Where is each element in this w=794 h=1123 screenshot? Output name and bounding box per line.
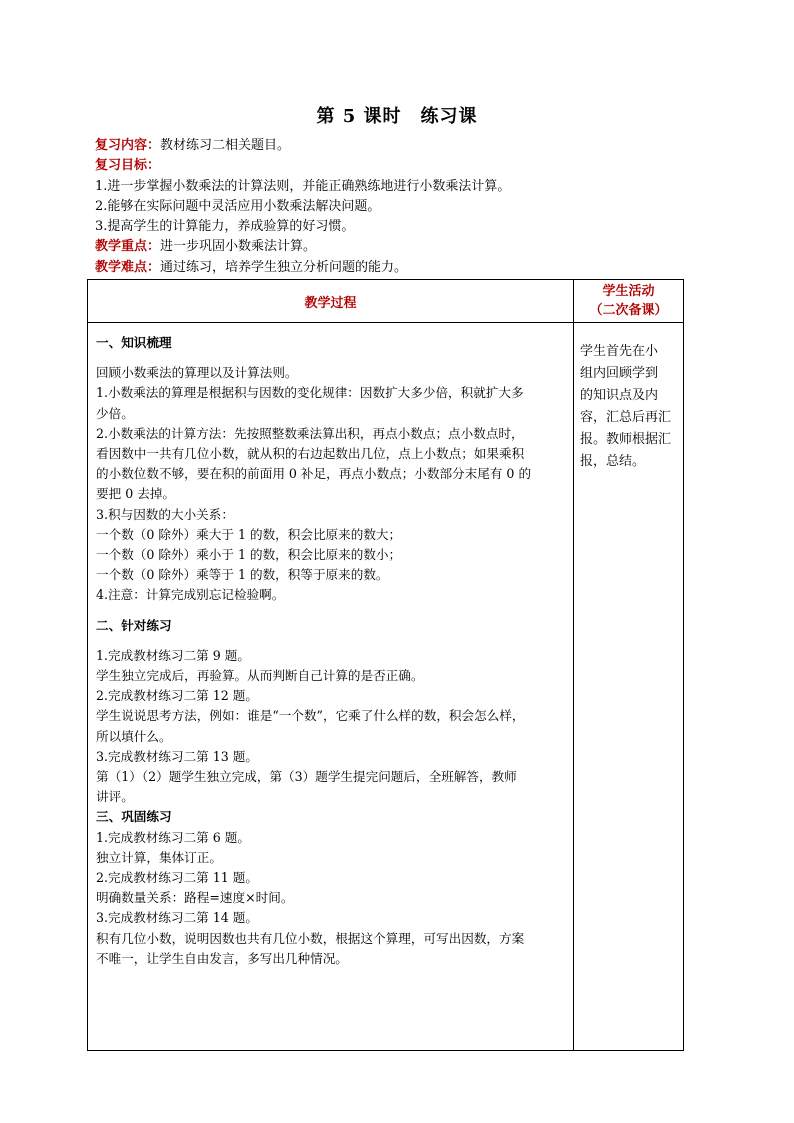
activity-line: 组内回顾学到: [580, 366, 659, 381]
activity-line: 报。教师根据汇: [580, 432, 672, 447]
difficulty-row: [95, 258, 695, 278]
review-content-text: 教材练习二相关题目。: [160, 138, 291, 153]
header-student-activity-line1: 学生活动: [602, 284, 655, 299]
section1-line: 一个数（0 除外）乘小于 1 的数，积会比原来的数小；: [96, 547, 402, 563]
key-point-text: 进一步巩固小数乘法计算。: [160, 239, 317, 255]
header-teaching-process: [88, 280, 574, 323]
section2-line: 1.完成教材练习二第 9 题。: [96, 647, 250, 663]
key-point-label: 教学重点：: [95, 239, 161, 255]
section1-line: 一个数（0 除外）乘大于 1 的数，积会比原来的数大；: [96, 526, 402, 542]
section1-line: 4.注意：计算完成别忘记检验啊。: [96, 587, 285, 603]
activity-line: 的知识点及内: [580, 388, 659, 403]
review-content-row: [95, 136, 695, 156]
section1-line: 的小数位数不够，要在积的前面用 0 补足，再点小数点；小数部分末尾有 0 的: [96, 466, 532, 482]
key-point-row: [95, 237, 695, 257]
header-student-activity-line2: （二次备课）: [589, 303, 668, 318]
header-student-activity: [574, 280, 684, 323]
activity-line: 报，总结。: [580, 454, 646, 469]
section3-line: 1.完成教材练习二第 6 题。: [96, 829, 250, 845]
section2-line: 讲评。: [96, 789, 134, 805]
table-body-row: [88, 323, 684, 1051]
lesson-meta: [95, 136, 695, 278]
page-title: 第 5 课时 练习课: [316, 106, 478, 127]
header-teaching-process-label: 教学过程: [304, 295, 357, 311]
section1-line: 1.小数乘法的算理是根据积与因数的变化规律：因数扩大多少倍，积就扩大多: [96, 385, 524, 401]
review-goals-label: 复习目标：: [95, 158, 161, 174]
section2-line: 第（1）（2）题学生独立完成，第（3）题学生提完问题后，全班解答，教师: [96, 769, 517, 785]
teaching-process-content: [88, 323, 574, 1051]
student-activity-content: [574, 323, 684, 1051]
goal-item-3: 3.提高学生的计算能力，养成验算的好习惯。: [95, 219, 355, 235]
section2-line: 3.完成教材练习二第 13 题。: [96, 748, 258, 764]
section1-line: 少倍。: [96, 405, 134, 421]
section1-line: 看因数中一共有几位小数，就从积的右边起数出几位，点上小数点；如果乘积: [96, 446, 525, 462]
section3-line: 3.完成教材练习二第 14 题。: [96, 910, 258, 926]
goal-item-1: 1.进一步掌握小数乘法的计算法则，并能正确熟练地进行小数乘法计算。: [95, 178, 511, 194]
section3-line: 积有几位小数，说明因数也共有几位小数，根据这个算理，可写出因数，方案: [96, 930, 525, 946]
section2-line: 2.完成教材练习二第 12 题。: [96, 688, 258, 704]
section2-line: 学生独立完成后，再验算。从而判断自己计算的是否正确。: [96, 668, 424, 684]
section-heading-targeted-practice: 二、针对练习: [96, 617, 172, 633]
section1-line: 要把 0 去掉。: [96, 486, 175, 502]
activity-line: 学生首先在小: [580, 344, 659, 359]
activity-line: 容，汇总后再汇: [580, 410, 672, 425]
section1-line: 3.积与因数的大小关系：: [96, 506, 234, 522]
teaching-process-table: [87, 279, 684, 1051]
section2-line: 学生说说思考方法，例如：谁是“一个数”，它乘了什么样的数，积会怎么样，: [96, 708, 525, 724]
section1-line: 回顾小数乘法的算理以及计算法则。: [96, 365, 298, 381]
section-heading-knowledge-review: 一、知识梳理: [96, 335, 172, 350]
section3-line: 2.完成教材练习二第 11 题。: [96, 870, 258, 886]
section1-line: 一个数（0 除外）乘等于 1 的数，积等于原来的数。: [96, 567, 389, 583]
section-heading-consolidation-practice: 三、巩固练习: [96, 809, 172, 825]
section2-line: 所以填什么。: [96, 728, 172, 744]
section3-line: 不唯一，让学生自由发言，多写出几种情况。: [96, 950, 348, 966]
review-content-label: 复习内容：: [95, 138, 161, 153]
difficulty-label: 教学难点：: [95, 259, 161, 275]
section3-line: 独立计算，集体订正。: [96, 849, 222, 865]
review-goals-row: [95, 156, 695, 176]
difficulty-text: 通过练习，培养学生独立分析问题的能力。: [160, 259, 408, 275]
section3-line: 明确数量关系：路程=速度×时间。: [96, 890, 294, 906]
table-header-row: [88, 280, 684, 323]
goal-item-2: 2.能够在实际问题中灵活应用小数乘法解决问题。: [95, 198, 381, 214]
section1-line: 2.小数乘法的计算方法：先按照整数乘法算出积，再点小数点；点小数点时，: [96, 425, 524, 441]
